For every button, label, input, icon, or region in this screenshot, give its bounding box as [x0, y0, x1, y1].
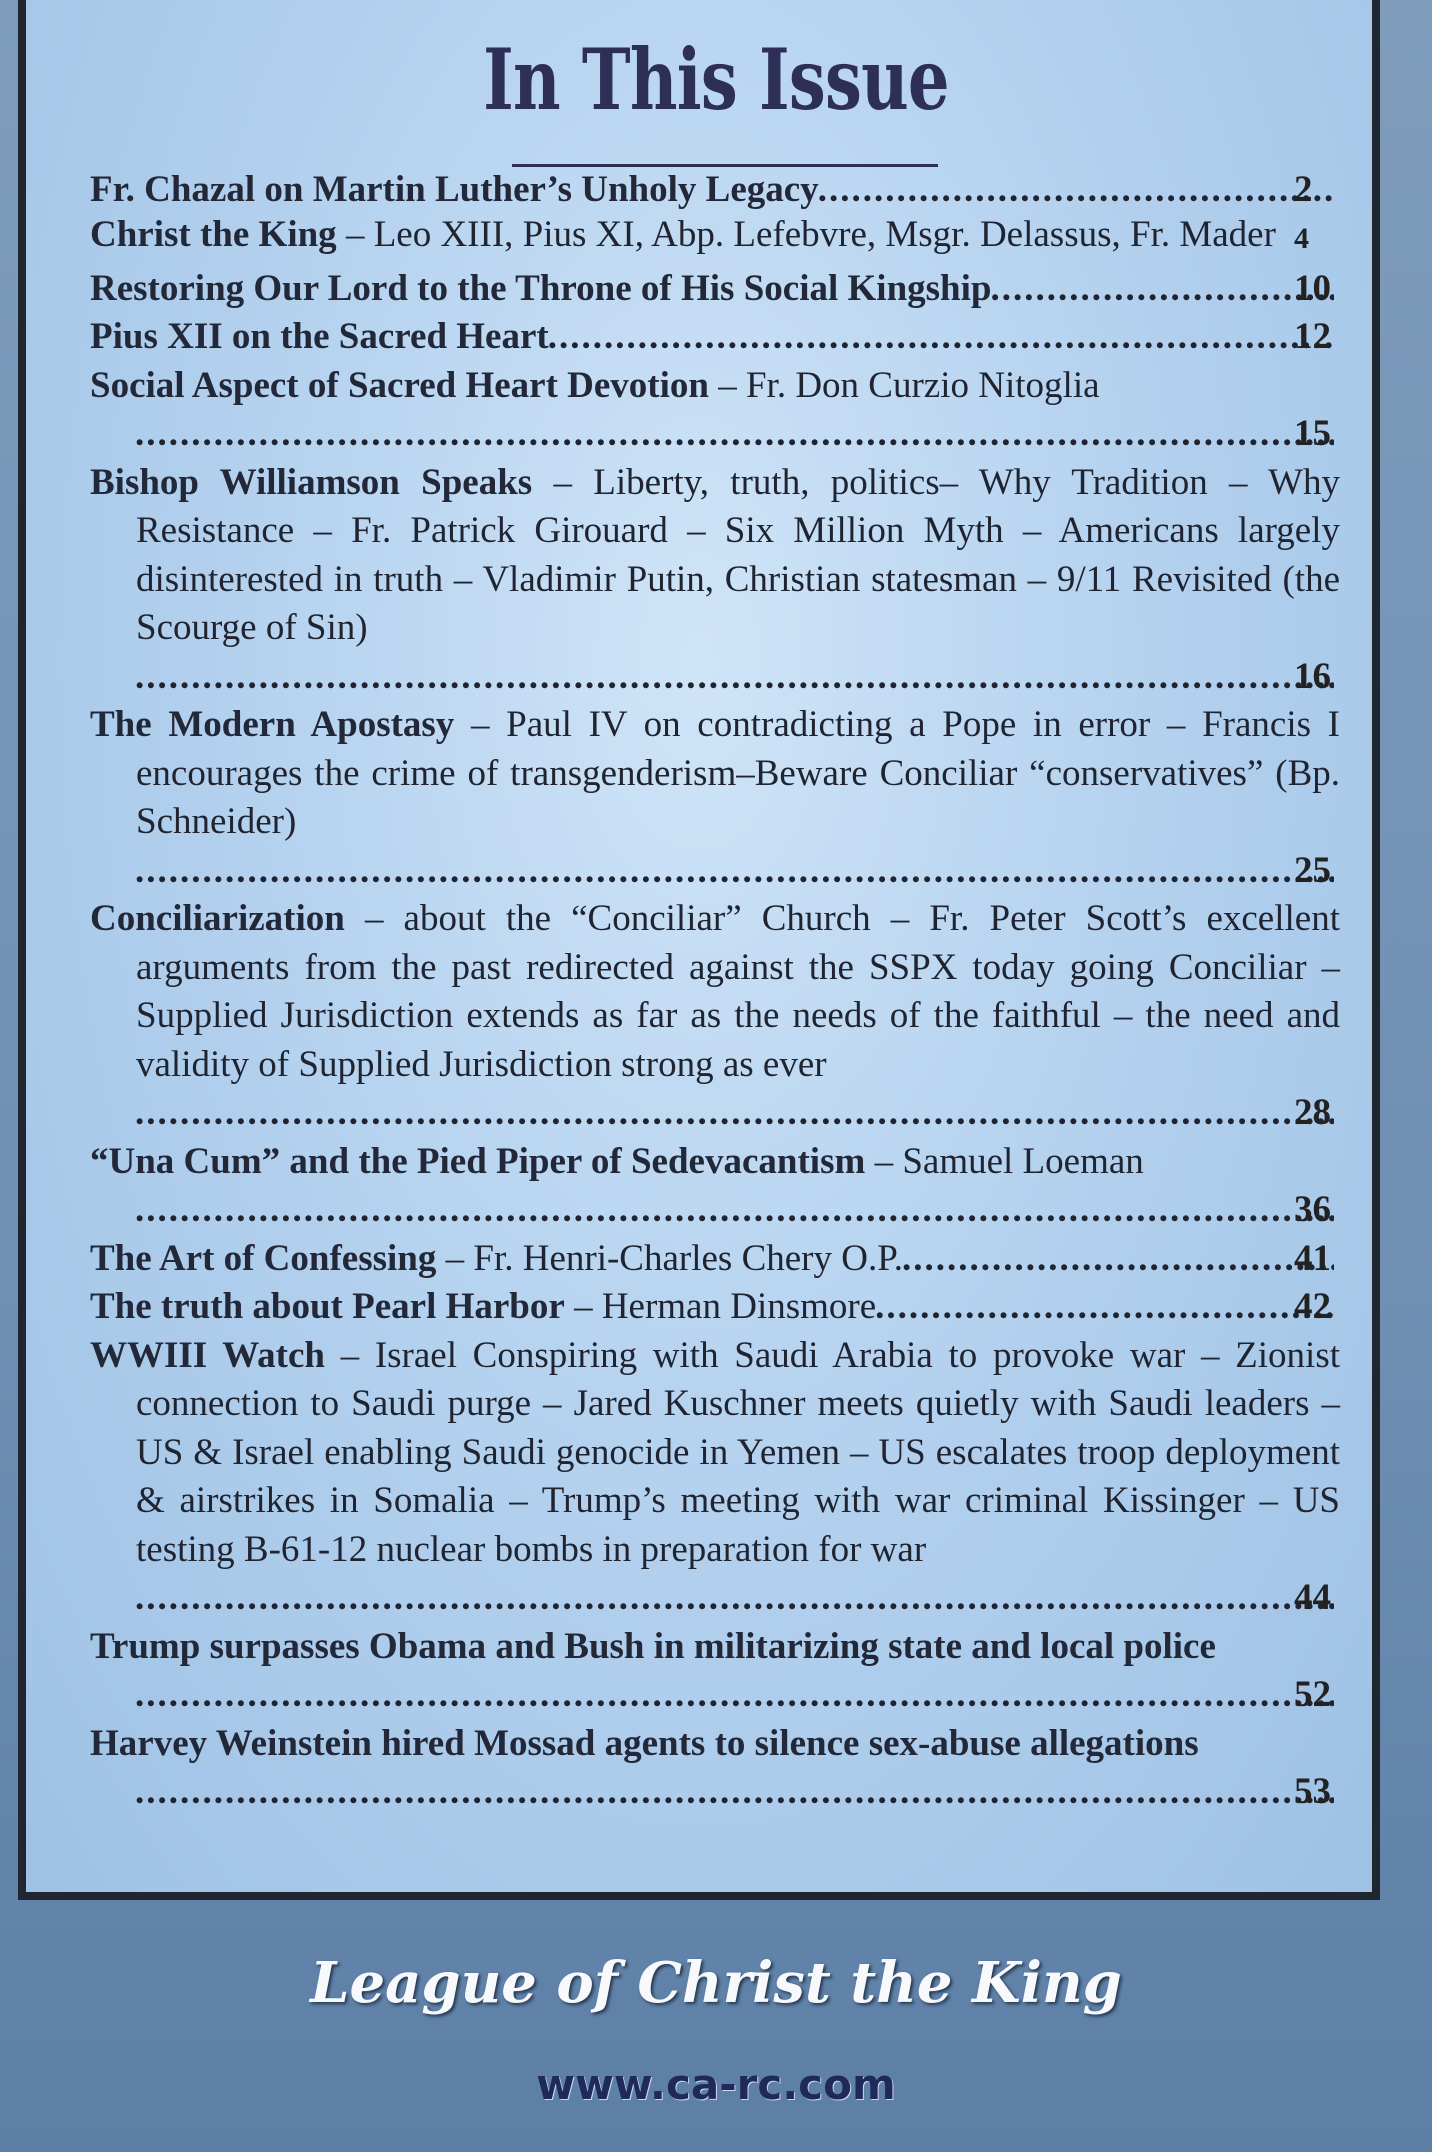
toc-page-number: 16 — [1294, 655, 1331, 697]
toc-entry-title: Restoring Our Lord to the Throne of His Social Kingship — [90, 267, 992, 309]
page-title: In This Issue — [483, 30, 949, 129]
toc-entry-description: – Liberty, truth, politics– Why Tradition – Why Resistance – Fr. Patrick Girouard – Six Million Myth – Americans largely disinterested in truth – Vladimir Putin, Christian statesman – 9/11 Revisited (the Scourge of Sin) — [136, 461, 1341, 648]
toc-page-number: 10 — [1294, 267, 1331, 309]
toc-leader — [136, 847, 1334, 896]
website-url[interactable]: www.ca-rc.com — [536, 2060, 896, 2109]
toc-entry-title: Fr. Chazal on Martin Luther’s Unholy Legacy — [90, 169, 819, 210]
toc-leader — [136, 1574, 1334, 1623]
toc-leader — [876, 1283, 1334, 1332]
toc-entry — [90, 1623, 1340, 1720]
publisher-name: League of Christ the King — [310, 1950, 1122, 2016]
toc-page-number: 44 — [1294, 1577, 1331, 1618]
toc-leader — [136, 1186, 1334, 1235]
toc-entry-title: “Una Cum” and the Pied Piper of Sedevacantism — [90, 1140, 866, 1182]
toc-page-number: 15 — [1294, 413, 1331, 454]
toc-entry-title: The Art of Confessing — [90, 1237, 437, 1279]
toc-entry-title: Pius XII on the Sacred Heart — [90, 316, 549, 357]
toc-entry-description: – Israel Conspiring with Saudi Arabia to provoke war – Zionist connection to Saudi purge – Jared Kuschner meets quietly with Saudi leaders – US & Israel enabling Saudi genocide in Yemen – US escalates troop deployment & airstrikes in Somalia – Trump’s meeting with war criminal Kissinger – US testing B-61-12 nuclear bombs in preparation for war — [136, 1334, 1340, 1570]
toc-entry — [90, 459, 1340, 702]
toc-entry — [90, 1235, 1340, 1284]
toc-entry — [90, 362, 1340, 459]
toc-leader — [819, 166, 1334, 215]
toc-entry-title: WWIII Watch — [90, 1334, 325, 1376]
table-of-contents — [90, 166, 1340, 1817]
toc-entry-description: – Herman Dinsmore — [574, 1286, 877, 1327]
toc-entry — [90, 1138, 1340, 1235]
toc-leader — [136, 1089, 1334, 1138]
toc-entry — [90, 265, 1340, 314]
toc-page-number: 42 — [1294, 1286, 1331, 1327]
toc-page-number: 28 — [1294, 1092, 1331, 1133]
toc-page-number: 36 — [1294, 1189, 1331, 1230]
toc-entry — [90, 313, 1340, 362]
toc-leader — [136, 410, 1334, 459]
toc-page-number: 12 — [1294, 316, 1331, 357]
toc-entry — [90, 1720, 1340, 1817]
toc-page-number: 2 — [1294, 169, 1313, 210]
toc-page-number: 25 — [1294, 849, 1331, 891]
toc-leader — [136, 1671, 1334, 1720]
toc-entry — [90, 895, 1340, 1138]
toc-entry-description: – Paul IV on contradicting a Pope in error – Francis I encourages the crime of transgenderism–Beware Conciliar “conservatives” (Bp. Schneider) — [136, 704, 1340, 842]
toc-leader — [136, 1768, 1334, 1817]
toc-entry-title: Harvey Weinstein hired Mossad agents to silence sex-abuse allegations — [90, 1722, 1199, 1764]
toc-entry — [90, 701, 1340, 895]
toc-entry — [90, 1332, 1340, 1623]
toc-leader — [136, 653, 1334, 702]
toc-entry-description: – Samuel Loeman — [874, 1140, 1144, 1182]
toc-entry — [90, 166, 1340, 215]
toc-entry — [90, 215, 1340, 255]
toc-entry-title: The truth about Pearl Harbor — [90, 1286, 565, 1327]
toc-entry — [90, 1283, 1340, 1332]
toc-page-number: 52 — [1294, 1674, 1331, 1715]
toc-entry-title: Trump surpasses Obama and Bush in militarizing state and local police — [90, 1625, 1216, 1667]
toc-page-number: 53 — [1294, 1771, 1331, 1812]
toc-entry-title: The Modern Apostasy — [90, 704, 455, 745]
toc-entry-title: Social Aspect of Sacred Heart Devotion — [90, 364, 709, 406]
toc-entry-description: – Fr. Don Curzio Nitoglia — [718, 364, 1100, 406]
toc-entry-title: Christ the King — [90, 213, 337, 255]
toc-page-number: 4 — [1294, 221, 1309, 255]
toc-entry-title: Conciliarization — [90, 898, 345, 939]
toc-leader — [903, 1235, 1334, 1284]
toc-entry-title: Bishop Williamson Speaks — [90, 461, 533, 503]
toc-entry-description: – Leo XIII, Pius XI, Abp. Lefebvre, Msgr. Delassus, Fr. Mader — [345, 213, 1276, 255]
toc-leader — [549, 313, 1334, 362]
toc-entry-description: – about the “Conciliar” Church – Fr. Peter Scott’s excellent arguments from the past redirected against the SSPX today going Conciliar – Supplied Jurisdiction extends as far as the needs of the faithful – the need and validity of Supplied Jurisdiction strong as ever — [136, 898, 1340, 1085]
toc-leader — [991, 265, 1334, 314]
toc-page-number: 41 — [1294, 1237, 1331, 1279]
toc-entry-description: – Fr. Henri-Charles Chery O.P. — [445, 1237, 903, 1279]
